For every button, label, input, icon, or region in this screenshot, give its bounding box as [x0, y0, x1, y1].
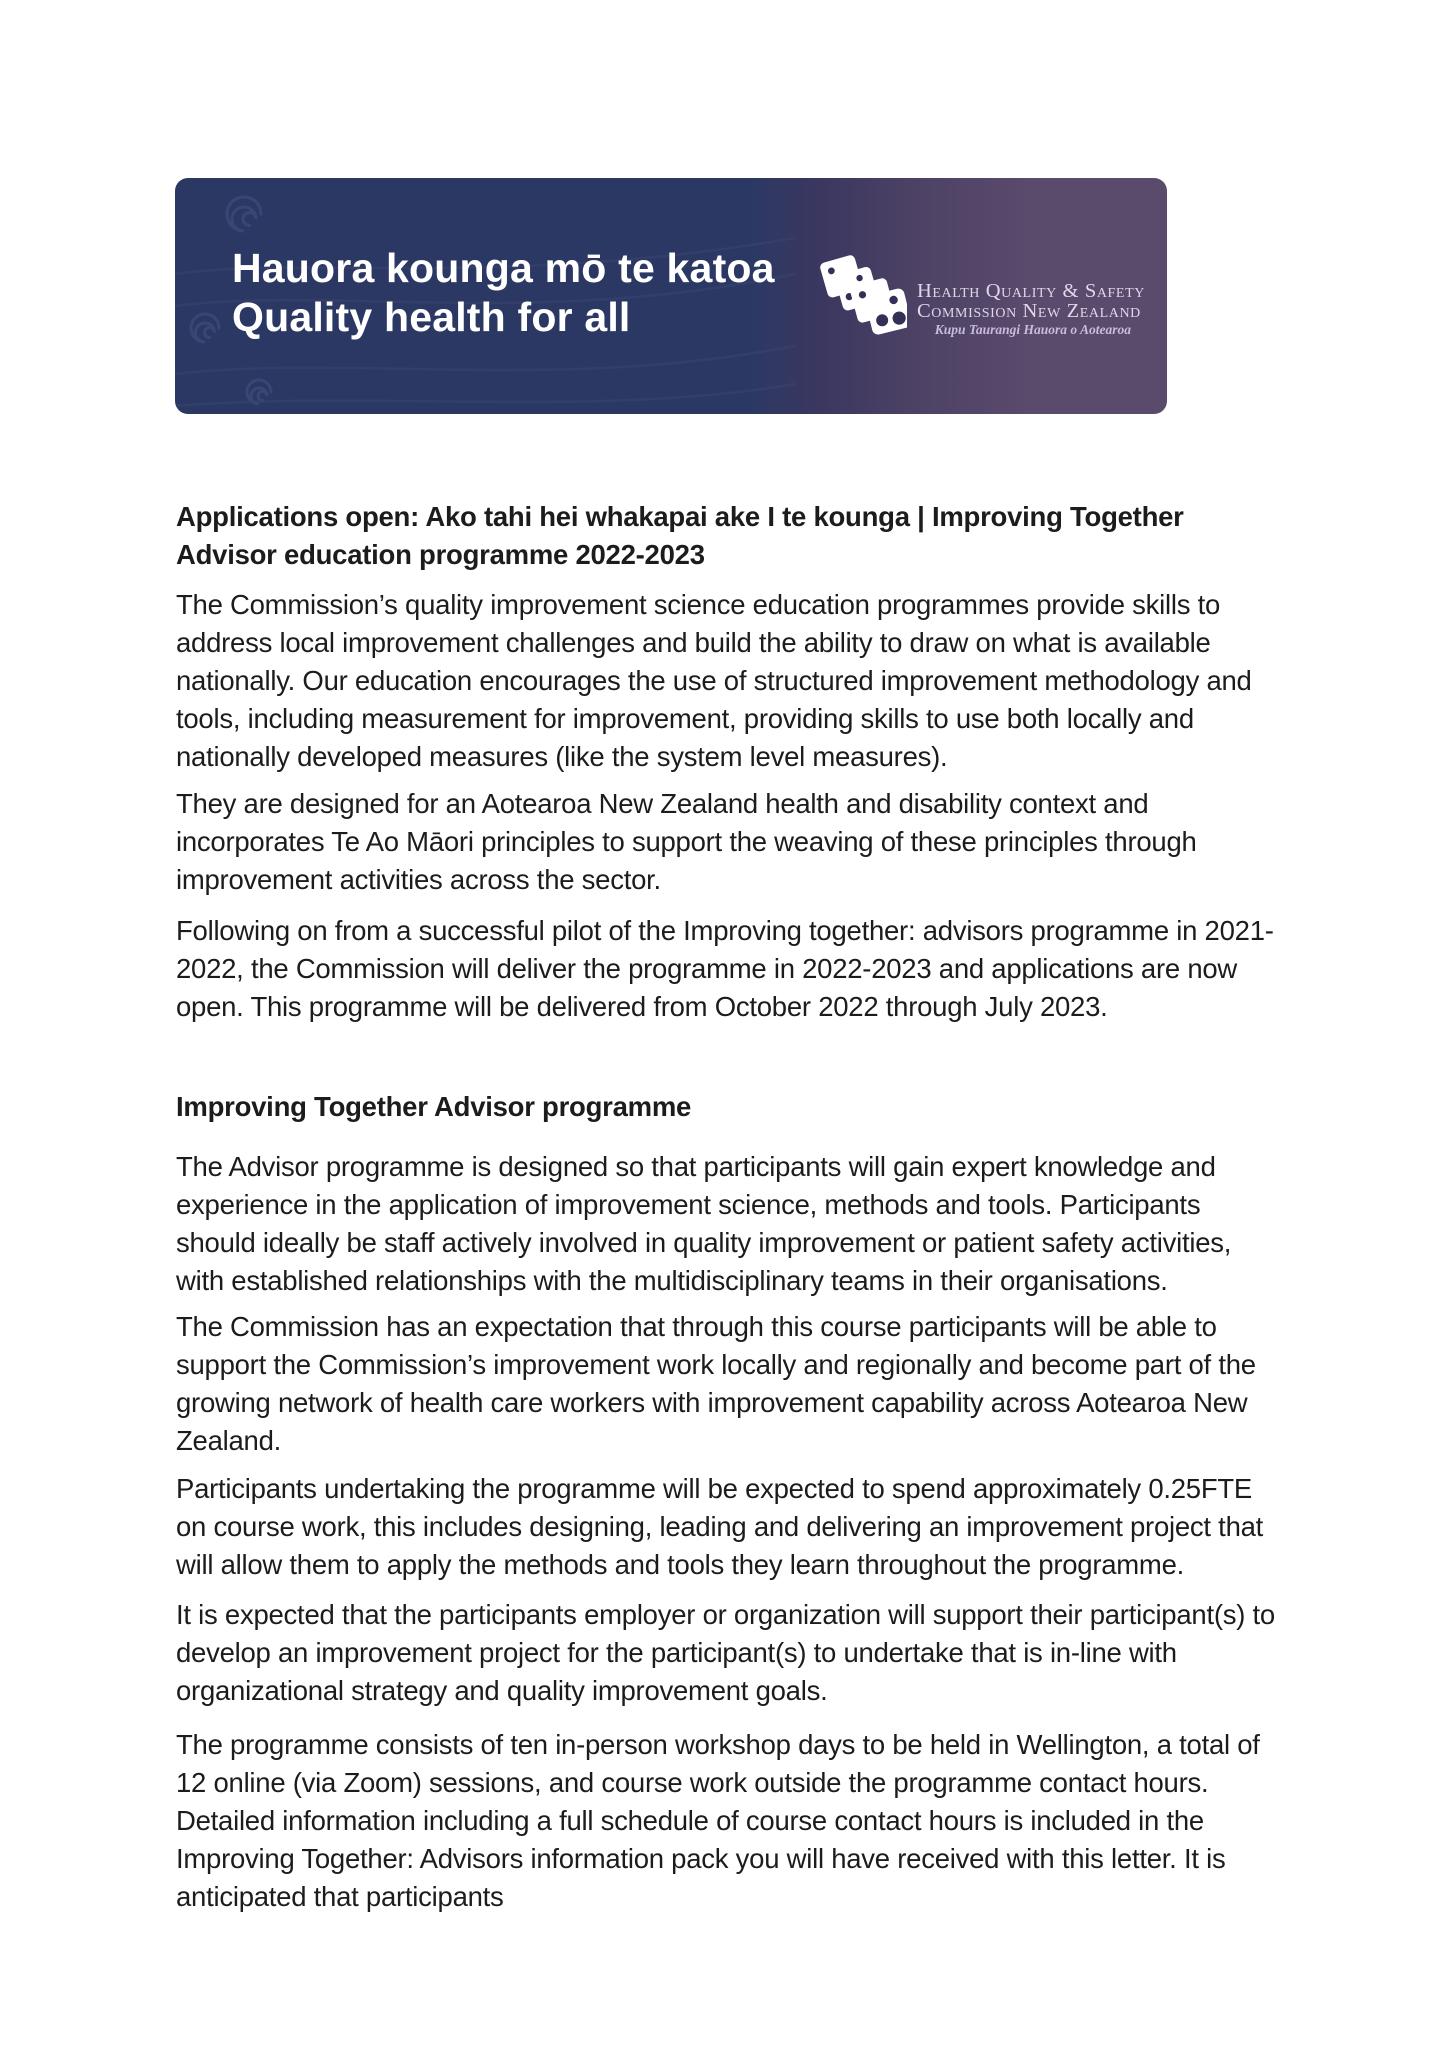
hqsc-dice-stack-logo-icon — [815, 240, 907, 344]
hqsc-logo — [815, 240, 1145, 344]
banner-tagline-line1: Hauora kounga mō te katoa — [232, 245, 775, 291]
hqsc-logo-text — [917, 279, 1145, 338]
letter-heading: Applications open: Ako tahi hei whakapai ake I te kounga | Improving Together Advisor education programme 2022-2023 — [176, 501, 1184, 570]
paragraph-commission-expectation: The Commission has an expectation that through this course participants will be able to support the Commission’s improvement work locally and regionally and become part of the growing network of health care workers with improvement capability across Aotearoa New Zealand. — [176, 1311, 1256, 1456]
header-banner — [175, 178, 1167, 414]
banner-tagline — [232, 244, 775, 342]
logo-org-name-line2: Commission New Zealand — [917, 299, 1141, 322]
paragraph-fte-commitment: Participants undertaking the programme will be expected to spend approximately 0.25FTE on course work, this includes designing, leading and delivering an improvement project that will allow them to apply the methods and tools they learn throughout the programme. — [176, 1473, 1264, 1580]
banner-tagline-line2: Quality health for all — [232, 294, 631, 340]
paragraph-applications-open: Following on from a successful pilot of the Improving together: advisors programme in 2021-2022, the Commission will deliver the programme in 2022-2023 and applications are now open. This programme will be delivered from October 2022 through July 2023. — [176, 915, 1274, 1022]
letter-subheading: Improving Together Advisor programme — [176, 1091, 692, 1122]
paragraph-te-ao-maori: They are designed for an Aotearoa New Zealand health and disability context and incorporates Te Ao Māori principles to support the weaving of these principles through improvement activities across the sector. — [176, 788, 1197, 895]
paragraph-advisor-programme-design: The Advisor programme is designed so that participants will gain expert knowledge and experience in the application of improvement science, methods and tools. Participants should ideally be staff actively involved in quality improvement or patient safety activities, with established relationships with the multidisciplinary teams in their organisations. — [176, 1151, 1232, 1296]
paragraph-employer-support: It is expected that the participants employer or organization will support their participant(s) to develop an improvement project for the participant(s) to undertake that is in-line with organizational strategy and quality improvement goals. — [176, 1599, 1275, 1706]
paragraph-workshop-schedule: The programme consists of ten in-person workshop days to be held in Wellington, a total of 12 online (via Zoom) sessions, and course work outside the programme contact hours. Detailed information including a full schedule of course contact hours is included in the Improving Together: Advisors information pack you will have received with this letter. It is anticipated that participants — [176, 1729, 1260, 1912]
logo-maori-tagline: Kupu Taurangi Hauora o Aotearoa — [934, 321, 1131, 337]
letter-body — [176, 414, 1284, 1916]
logo-org-name-line1: Health Quality & Safety — [917, 279, 1145, 302]
paragraph-programme-overview: The Commission’s quality improvement science education programmes provide skills to address local improvement challenges and build the ability to draw on what is available nationally. Our education encourages the use of structured improvement methodology and tools, including measurement for improvement, providing skills to use both locally and nationally developed measures (like the system level measures). — [176, 589, 1252, 772]
